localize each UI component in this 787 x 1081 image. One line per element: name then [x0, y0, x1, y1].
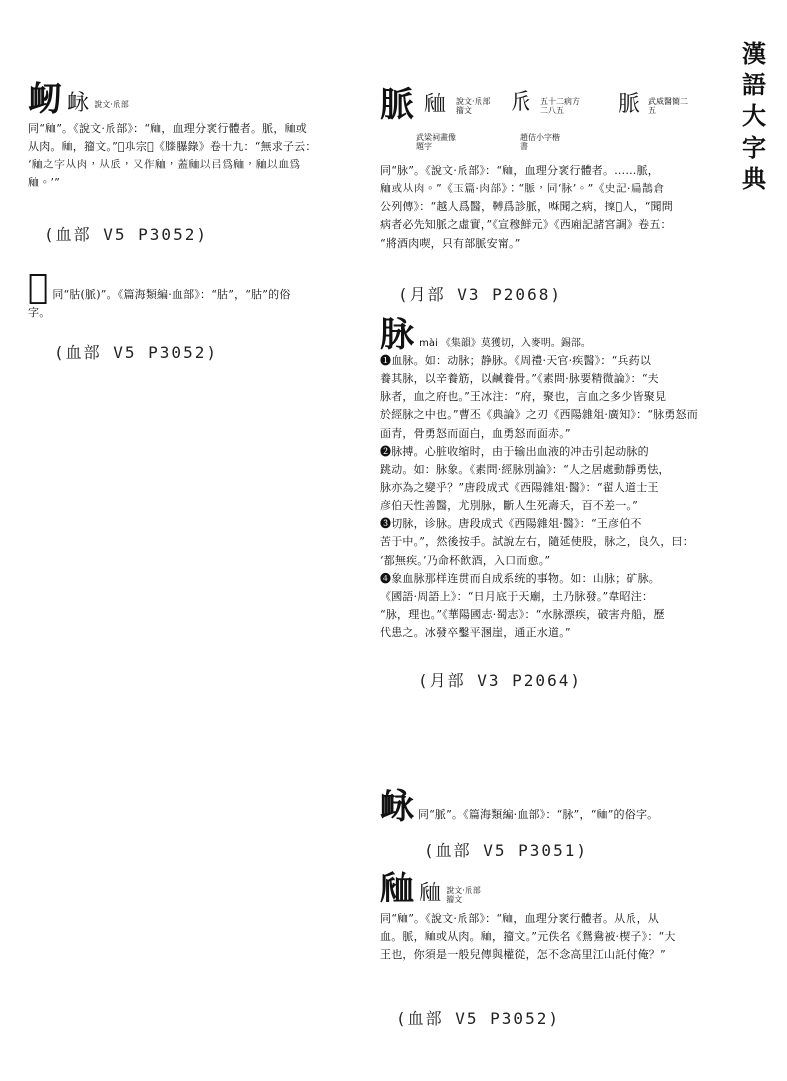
definition: 同“𦙶(脈)”。《篇海類編·血部》：“𦙶”，“𦙶”的俗: [52, 288, 291, 301]
headword: 𧖲: [28, 267, 49, 307]
title-char: 語: [742, 70, 766, 100]
seal-form: 𠂢: [510, 90, 533, 115]
headword: 脈: [380, 85, 414, 125]
definition: 同“脉”。《說文·𠂢部》：“𧖴，血理分衺行體者。……脈， 𧖴或从肉。”《玉篇·肉部》：“脈，同‘脉’。”《史記·扁鵲倉 公列傳》：“越人爲醫，𩌏爲診脈，𠷘聞之病，𢶸𩆙人，“聞問 病者必先知脈之虛實，”《宣穆鮮元》《西廂記諸宮調》卷五： “將酒肉喫，只有部脈安甯。”: [380, 164, 673, 250]
title-char: 大: [742, 101, 766, 131]
handwritten-note: (血部 V5 P3051): [424, 841, 588, 860]
definition: 同“𧖴”。《說文·𠂢部》：“𧖴，血理分衺行體者。从𠂢，从 血。脈，𧖴或从肉。𧖴，籀文。”元佚名《鴛鴦被·楔子》：“大 王也，你須是一般兒傳與權從，怎不念高里江山託付俺？”: [380, 912, 676, 962]
source-label: 五十二病方 二八五: [540, 97, 580, 115]
title-char: 漢: [742, 39, 766, 68]
dictionary-title: [739, 38, 769, 194]
handwritten-note: (血部 V5 P3052): [44, 225, 208, 244]
definition: 同“𧖴”。《說文·𠂢部》：“𧖴，血理分衺行體者。脈，𧖴或 从肉。𧖴，籀文。”𢑴𢀗宗𢘳《𦡀𦢊錄》卷十九：“無求子云： ‘𧖴之字从肉，从𠂢，又作𧖴，蓋𧖴以㠯爲𧖴，𧖴以血爲 𧖴。’”: [28, 122, 317, 190]
entry-6: [380, 869, 715, 964]
headword: 䘑: [380, 787, 415, 827]
entry-2: 𧖲 同“𦙶(脈)”。《篇海類編·血部》：“𦙶”，“𦙶”的俗 字。: [28, 267, 291, 320]
source-label: 說文·𠂢部 籀文: [446, 885, 481, 904]
source-label: 說文·𠂢部: [94, 100, 129, 110]
entry-4: [380, 315, 715, 642]
title-char: 字: [742, 132, 766, 162]
definition: 同“脈”。《篇海類編·血部》：“脉”，“𧖴”的俗字。: [417, 808, 659, 821]
entry-3: [380, 85, 715, 253]
headword: 衂: [28, 79, 62, 119]
seal-form: 𧖴: [419, 881, 442, 906]
seal-form: 䘑: [67, 91, 90, 116]
source-label: 趙佶小字楷 書: [520, 133, 560, 151]
seal-form: 𧖴: [424, 92, 447, 117]
entry-1: [28, 79, 358, 193]
seal-form: 脈: [618, 92, 641, 117]
handwritten-note: (血部 V5 P3052): [54, 343, 218, 362]
title-char: 典: [742, 163, 766, 193]
source-label: 武威醫簡二 五: [648, 97, 688, 115]
source-label: 說文·𠂢部 籀文: [456, 97, 491, 115]
handwritten-note: (月部 V3 P2064): [418, 671, 582, 690]
handwritten-note: (月部 V3 P2068): [398, 285, 562, 304]
handwritten-note: (血部 V5 P3052): [396, 1009, 560, 1028]
headword: 𧖴: [380, 869, 414, 909]
definition: ❶血脉。如：动脉；静脉。《周禮·天官·疾醫》：“兵药以 養其脉，以辛養筋，以鹹養骨。”《素問·脉要精微論》：“夫 脉者，血之府也。”王冰注：“府，聚也，言血之多少皆聚見 於經脉之中也。”曹丕《典論》之刃《西陽雜俎·廣知》：“脉勇怒而 面青，骨勇怒而面白，血勇怒而面赤。” ❷脉搏。心脏收缩时，由于输出血液的冲击引起动脉的 跳动。如：脉象。《素問·經脉別論》：“人之居處動靜勇怯， 脉亦為之變乎？”唐段成式《西陽雜俎·醫》：“翟人道士王 彦伯天性善醫，尤別脉，斷人生死壽夭，百不差一。” ❸切脉，诊脉。唐段成式《西陽雜俎·醫》：“王彦伯不 苦于中。”，然後按手。試說左右，隨延使股，脉之，良久，曰： ‘都無疾。’乃命杯飲酒，入口而愈。” ❹象血脉那样连贯而自成系统的事物。如：山脉；矿脉。 《國語·周語上》：“日月底于天廟，土乃脉發。”韋昭注： “脉，理也。”《華陽國志·蜀志》：“水脉漂疾，破害舟船，歷 代患之。冰發卒鑿平溷崖，通正水道。”: [380, 354, 698, 640]
source-label: 武梁祠畫像 題字: [416, 133, 456, 151]
pronunciation: mài 《集韻》莫獲切，入麥明。錫部。: [419, 338, 591, 349]
entry-5: [380, 787, 715, 827]
headword: 脉: [380, 315, 414, 355]
